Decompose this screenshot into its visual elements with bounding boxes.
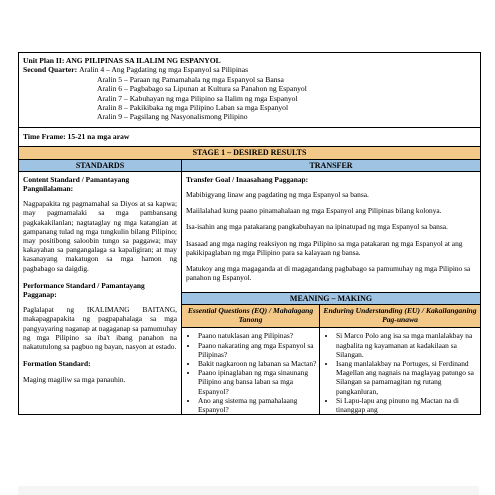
enduring-understanding-list: [320, 331, 480, 414]
essential-questions-header: Essential Questions (EQ) / Mahalagang Tanong: [182, 305, 319, 328]
unit-plan-title: Unit Plan II: ANG PILIPINAS SA ILALIM NG ESPANYOL: [23, 56, 221, 65]
unit-plan-document: [18, 52, 481, 415]
lesson-item: Aralin 8 – Pakikibaka ng mga Pilipino Laban sa mga Espanyol: [97, 103, 289, 113]
essential-questions-column: [182, 305, 320, 414]
essential-question: • Paano ipinaglaban ng mga sinaunang Pilipino ang bansa laban sa mga Espanyol?: [198, 368, 319, 396]
performance-standard-text: Paglalapat ng IKALIMANG BAITANG, makapagpapakita ng pagpapahalaga sa mga pangyayaring naganap at nagaganap sa pamumuhay ng mga Pilipino sa iba't ibang panahon na nakatutulong sa pagbuo ng bayan, nasyon at estado.: [23, 305, 177, 352]
essential-question: • Ano ang sistema ng pamahalaang Espanyol?: [198, 396, 319, 414]
essential-questions-list: [182, 331, 319, 414]
transfer-header: TRANSFER: [182, 160, 480, 172]
content-standard-heading: Content Standard / Pamantayang Pangnilalaman:: [23, 174, 130, 194]
lesson-item: Aralin 7 – Kabuhayan ng mga Pilipino sa Ilalim ng mga Espanyol: [97, 93, 298, 103]
essential-question: • Paano nakarating ang mga Espanyol sa Pilipinas?: [198, 341, 319, 359]
essential-question: • Paano natuklasan ang Pilipinas?: [198, 331, 319, 340]
lesson-item: Aralin 5 – Paraan ng Pamamahala ng mga Espanyol sa Bansa: [97, 74, 284, 84]
standards-column: [19, 160, 182, 414]
enduring-understanding-header: Enduring Understanding (EU) / Kakailanganing Pag-unawa: [320, 305, 480, 328]
enduring-understanding-item: • Si Marco Polo ang isa sa mga manlalakbay na nagbalita ng kayamanan at kadakilaan sa Silangan.: [336, 331, 480, 359]
content-standard-text: Nagpapakita ng pagmamahal sa Diyos at sa kapwa; may pagmamalaki sa mga pambansang pagkakakilanlan; nagtataglay ng mga katangian at gampanang tulad ng mga tungkulin bilang Pilipino; may positibong saloobin tungo sa paggawa; may kakayahan sa pangangalaga sa kapaligiran; at may kasanayang makatugon sa mga hamon ng pagbabago sa daigdig.: [23, 199, 177, 273]
enduring-understanding-column: [320, 305, 480, 414]
unit-plan-header: [19, 53, 480, 128]
time-frame: Time Frame: 15-21 na mga araw: [19, 128, 480, 147]
meaning-making-columns: [182, 305, 480, 414]
transfer-goal-heading: Transfer Goal / Inaasahang Pagganap:: [186, 174, 309, 184]
transfer-column: [182, 160, 480, 414]
performance-standard-heading: Performance Standard / Pamantayang Pagganap:: [23, 280, 145, 300]
essential-question: • Bakit nagkaroon ng labanan sa Mactan?: [198, 359, 319, 368]
transfer-paragraph: Matukoy ang mga magaganda at di magagandang pagbabago sa pamumuhay ng mga Pilipino sa panahon ng Espanyol.: [186, 264, 471, 283]
transfer-paragraph: Maiilalahad kung paano pinamahalaan ng mga Espanyol ang Pilipinas bilang kolonya.: [186, 206, 442, 216]
transfer-paragraph: Mabibigyang linaw ang pagdating ng mga Espanyol sa bansa.: [186, 190, 369, 200]
formation-standard-text: Maging magiliw sa mga panauhin.: [23, 374, 126, 384]
transfer-paragraph: Isasaad ang mga naging reaksiyon ng mga Pilipino sa mga patakaran ng mga Espanyol at ang pakikipaglaban ng mga Pilipino para sa kalayaan ng bansa.: [186, 238, 463, 257]
standards-header: STANDARDS: [19, 160, 181, 172]
quarter-label: Second Quarter:: [23, 65, 78, 75]
stage1-columns: [19, 160, 480, 414]
stage1-title: STAGE 1 – DESIRED RESULTS: [19, 147, 480, 160]
enduring-understanding-item: • Si Lapu-lapu ang pinuno ng Mactan na di tinanggap ang: [336, 396, 480, 414]
enduring-understanding-item: • Isang manlalakbay na Portuges, si Ferdinand Magellan ang nagnais na maglayag patungo sa Silangan sa pamamagitan ng rutang pangkanluran,: [336, 359, 480, 396]
lesson-item: Aralin 6 – Pagbabago sa Lipunan at Kultura sa Panahon ng Espanyol: [97, 84, 307, 94]
formation-standard-heading: Formation Standard:: [23, 359, 91, 369]
bottom-strip: [18, 486, 479, 495]
transfer-paragraph: Isa-isahin ang mga patakarang pangkabuhayan na ipinatupad ng mga Espanyol sa bansa.: [186, 222, 448, 232]
lesson-item: Aralin 4 – Ang Pagdating ng mga Espanyol sa Pilipinas: [79, 65, 249, 75]
meaning-making-header: MEANING – MAKING: [182, 292, 480, 305]
lesson-item: Aralin 9 – Pagsilang ng Nasyonalismong Pilipino: [97, 112, 248, 122]
